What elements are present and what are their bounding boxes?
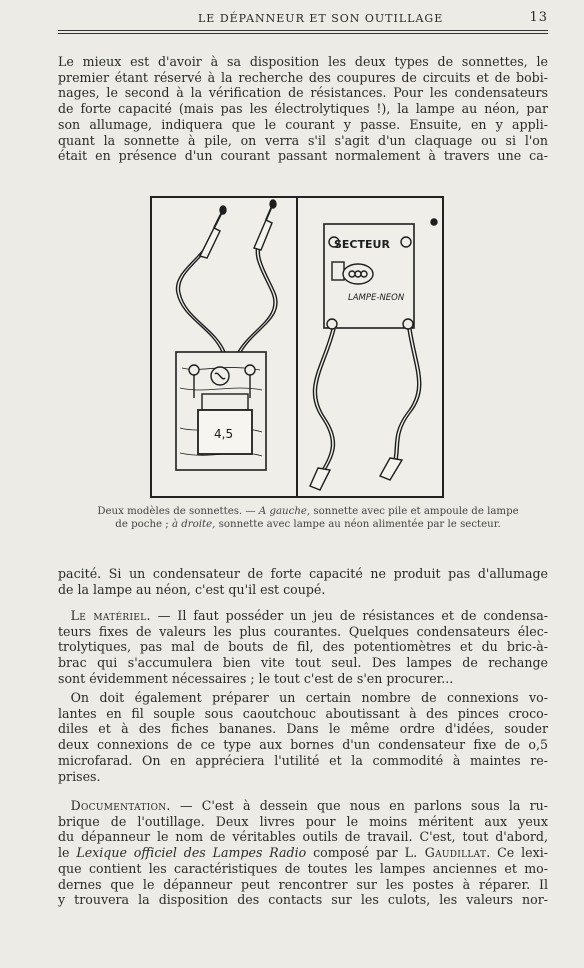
text-line xyxy=(58,798,548,814)
text-line: quant la sonnette à pile, on verra s'il s'agit d'un claquage ou si l'on xyxy=(58,132,548,148)
section-heading: Le matériel. xyxy=(70,608,151,623)
text-segment: . Ce lexi- xyxy=(486,845,548,861)
section-documentation xyxy=(58,798,548,908)
caption-italic: A gauche, xyxy=(258,506,311,517)
caption-text: Deux modèles de sonnettes. — xyxy=(97,506,259,517)
text-line: que contient les caractéristiques de toutes les lampes anciennes et mo- xyxy=(58,860,548,876)
text-line: sont évidemment nécessaires ; le tout c'est de s'en procurer... xyxy=(58,670,454,686)
caption-text: de poche ; xyxy=(115,518,172,530)
paragraph-connexions xyxy=(58,690,548,784)
running-title: LE DÉPANNEUR ET SON OUTILLAGE xyxy=(198,12,444,25)
text-segment: le xyxy=(58,845,77,861)
text-line xyxy=(58,608,548,624)
text-line xyxy=(58,690,548,706)
text-line: trolytiques, pas mal de bouts de fil, des potentiomètres et du bric-à- xyxy=(58,639,548,655)
right-sonnette-drawing xyxy=(310,219,437,490)
text-line: de forte capacité (mais pas les électrolytiques !), la lampe au néon, par xyxy=(58,101,548,117)
section-materiel xyxy=(58,608,548,687)
text-segment: composé par xyxy=(306,845,405,861)
page-number: 13 xyxy=(529,10,548,25)
lamp-label: LAMPE-NEON xyxy=(348,293,405,303)
figure-illustration xyxy=(152,198,442,496)
text-line xyxy=(58,845,548,861)
text-line: Le mieux est d'avoir à sa disposition les deux types de sonnettes, le xyxy=(58,54,548,69)
text-line: teurs fixes de valeurs les plus courantes. Quelques condensateurs élec- xyxy=(58,623,548,639)
secteur-label: SECTEUR xyxy=(334,238,390,251)
caption-text: sonnette avec pile et ampoule de lampe xyxy=(310,506,519,517)
battery-label: 4,5 xyxy=(214,427,234,441)
text-segment: On doit également préparer un certain nombre de connexions vo- xyxy=(70,690,548,705)
text-line: y trouvera la disposition des contacts sur les culots, les valeurs nor- xyxy=(58,892,548,908)
figure-caption xyxy=(58,506,558,531)
text-line: du dépanneur le nom de véritables outils de travail. C'est, tout d'abord, xyxy=(58,829,548,845)
author-name: L. Gaudillat xyxy=(404,845,487,861)
header-rule xyxy=(58,33,548,34)
text-line: pacité. Si un condensateur de forte capacité ne produit pas d'allumage xyxy=(58,566,548,581)
figure-sonnettes xyxy=(150,196,444,498)
text-line: de la lampe au néon, c'est qu'il est coupé. xyxy=(58,581,326,597)
text-line: deux connexions de ce type aux bornes d'un condensateur fixe de o,5 xyxy=(58,737,548,753)
running-header xyxy=(58,10,548,28)
book-title: Lexique officiel des Lampes Radio xyxy=(76,845,307,861)
text-line: brique de l'outillage. Deux livres pour le moins méritent aux yeux xyxy=(58,813,548,829)
text-line: diles et à des fiches bananes. Dans le même ordre d'idées, souder xyxy=(58,721,548,737)
text-line: microfarad. On en appréciera l'utilité et la commodité à maintes re- xyxy=(58,752,548,768)
text-line: prises. xyxy=(58,768,101,784)
text-segment: — Il faut posséder un jeu de résistances et de condensa- xyxy=(150,608,548,623)
text-line: était en présence d'un courant passant normalement à travers une ca- xyxy=(58,148,548,164)
text-segment: — C'est à dessein que nous en parlons sous la ru- xyxy=(170,798,548,813)
text-line: nages, le second à la vérification de résistances. Pour les condensateurs xyxy=(58,85,548,101)
caption-text: sonnette avec lampe au néon alimentée par le secteur. xyxy=(215,518,501,530)
paragraph-intro xyxy=(58,54,548,164)
text-line: lantes en fil souple sous caoutchouc aboutissant à des pinces croco- xyxy=(58,705,548,721)
header-rule xyxy=(58,30,548,31)
text-line: son allumage, indiquera que le courant y passe. Ensuite, en y appli- xyxy=(58,116,548,132)
text-line: dernes que le dépanneur peut rencontrer sur les postes à réparer. Il xyxy=(58,876,548,892)
text-line: brac qui s'accumulera bien vite tout seul. Des lampes de rechange xyxy=(58,655,548,671)
section-heading: Documentation. xyxy=(70,798,171,813)
paragraph-continuation xyxy=(58,566,548,597)
text-line: premier étant réservé à la recherche des coupures de circuits et de bobi- xyxy=(58,69,548,85)
caption-italic: à droite, xyxy=(171,518,216,530)
